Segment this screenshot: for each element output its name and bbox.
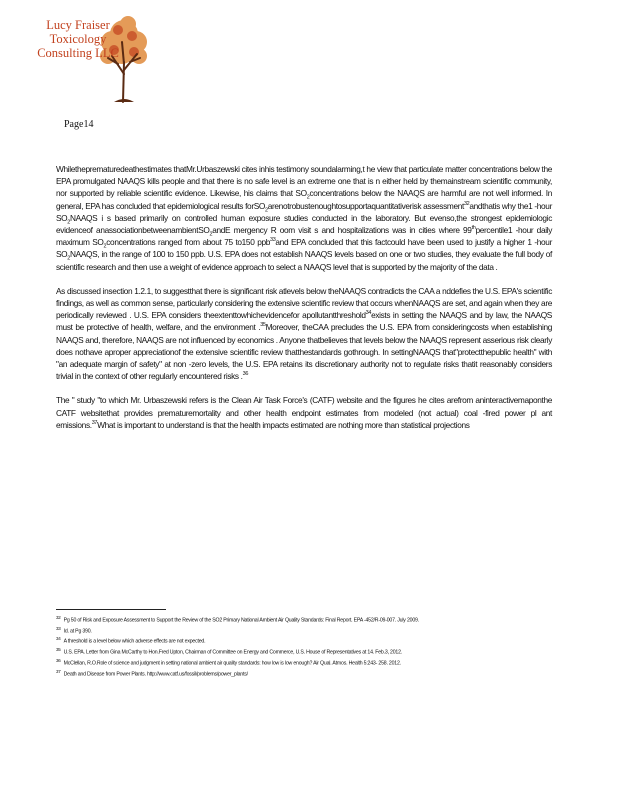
page-number: Page14 bbox=[64, 119, 94, 130]
text-run: As discussed insection 1.2.1, to suggestthat there is significant risk atlevels below theNAAQS contradicts the CAA a nddefies the U.S. EPA's scientific findings, as well as common sense, particularly considering the extensive scientific review that occurs whenNAAQS are set, and again when they are periodically reviewed . U.S. EPA considers theextenttowhichevidencefor apollutantthreshold bbox=[56, 285, 552, 321]
text-run: Whiletheprematuredeathestimates thatMr.Urbaszewski cites inhis testimony soundalarming,t he view that particulate matter concentrations below the EPA promulgated NAAQS kills people and that there is no safe level is an extreme one that is n either held by themainstream scientific community, nor supported by reliable scientific evidence. Likewise, his claims that SO bbox=[56, 164, 552, 199]
footnote-number: 35 bbox=[56, 647, 61, 653]
footnote-ref: 34 bbox=[365, 310, 372, 317]
logo-line-1: Lucy Fraiser bbox=[46, 18, 110, 32]
paragraph-3 bbox=[56, 394, 552, 431]
paragraph-1 bbox=[56, 163, 552, 273]
subscript: 2 bbox=[209, 231, 213, 238]
paragraph-2 bbox=[56, 285, 552, 383]
text-run: andE mergency R oom visit s and hospitalizations was in cities where 99 bbox=[212, 225, 472, 236]
text-run: andthatis why the1 -hour SO bbox=[56, 200, 552, 223]
footnote bbox=[56, 657, 552, 668]
footnote-ref: 37 bbox=[91, 420, 98, 427]
logo-line-2: Toxicology bbox=[49, 32, 107, 46]
footnote-number: 36 bbox=[56, 657, 61, 663]
logo-wordmark bbox=[30, 18, 126, 60]
text-run: The " study "to which Mr. Urbaszewski refers is the Clean Air Task Force's (CATF) website and the figures he cites arefrom aninteractivemaponthe CATF websitethat provides prematuremortality and other health endpoint estimates from modeled (not actual) coal -fired power pl ant emissions. bbox=[56, 395, 552, 430]
superscript: th bbox=[471, 225, 476, 232]
text-run: exists in setting the NAAQS and by law, the NAAQS must be protective of health, welfare, and the environment . bbox=[56, 310, 552, 333]
footnote-ref: 36 bbox=[242, 371, 249, 378]
text-run: What is important to understand is that the health impacts estimated are nothing more than statistical projections bbox=[97, 419, 470, 430]
subscript: 2 bbox=[306, 195, 310, 202]
subscript: 2 bbox=[67, 219, 71, 226]
text-run: concentrations ranged from about 75 to150 ppb bbox=[106, 237, 270, 248]
subscript: 2 bbox=[103, 243, 107, 250]
text-run: NAAQS, in the range of 100 to 150 ppb. U.S. EPA does not establish NAAQS levels based on one or two studies, they evaluate the full body of scientific research and then use a weight of evidence approach to select a NAAQS level that is supported by the majority of the data . bbox=[56, 249, 552, 272]
subscript: 2 bbox=[67, 256, 71, 263]
footnote-number: 32 bbox=[56, 615, 61, 620]
text-run: NAAQS i s based primarily on controlled human exposure studies conducted in the laboratory. But evenso,the strongest epidemiologic evidenceof anassociationbetweenambientSO bbox=[56, 212, 552, 236]
footnote-ref: 35 bbox=[260, 322, 266, 329]
footnote-text: A threshold is a level below which adverse effects are not expected. bbox=[63, 639, 206, 646]
text-run: arenotrobustenoughtosupportaquantitativerisk assessment bbox=[267, 200, 464, 211]
footnote[interactable] bbox=[56, 668, 552, 679]
footnotes bbox=[56, 614, 552, 678]
footnote bbox=[56, 635, 552, 646]
text-run: Moreover, theCAA precludes the U.S. EPA from consideringcosts when establishing NAAQS and, therefore, NAAQS are not influenced by economics . Anyone thatbelieves that levels below the NAAQS represent asserious risk clearly does nothave aproper appreciationof the extensive scientific review thatthestandards gothrough. In settingNAAQS that"protectthepublic health" with "an adequate margin of safety" at non -zero levels, the U.S. EPA retains its discretionary authority not to regulate risks thatit reasonably considers trivial in the context of other regularly encountered risks . bbox=[56, 322, 552, 382]
footnote-text: McClellan, R.O.Role of science and judgment in setting national ambient air quality standards: how low is low enough? Air Qual. Atmos. Health 5:243- 258. 2012. bbox=[63, 660, 401, 667]
footnote-ref: 33 bbox=[270, 237, 276, 244]
footnote-number: 33 bbox=[56, 625, 61, 631]
text-run: concentrations below the NAAQS are harmful are not well informed. In general, EPA has concluded that epidemiological results forSO bbox=[56, 188, 552, 211]
footnote-text: U.S. EPA. Letter from Gina McCarthy to Hon.Fred Upton, Chairman of Committee on Energy and Commerce, U.S. House of Representatives at 14. Feb.3, 2012. bbox=[63, 649, 402, 656]
footnote-text: Id. at Pg 390. bbox=[63, 628, 92, 635]
footnote-number: 34 bbox=[56, 636, 61, 642]
footnote bbox=[56, 646, 552, 657]
footnote bbox=[56, 614, 552, 625]
footnote-number: 37 bbox=[56, 668, 61, 674]
body-text bbox=[56, 163, 552, 431]
company-logo bbox=[24, 10, 154, 102]
footnote-text: Pg 50 of Risk and Exposure Assessment to Support the Review of the SO2 Primary National Ambient Air Quality Standards: Final Report. EPA -452/R-09-007. July 2009. bbox=[63, 617, 419, 624]
footnote-ref: 32 bbox=[463, 200, 470, 207]
footnote-separator bbox=[56, 609, 166, 610]
text-run: percentile1 -hour daily maximum SO bbox=[56, 225, 552, 248]
subscript: 2 bbox=[265, 207, 268, 214]
footnote bbox=[56, 625, 552, 636]
logo-line-3: Consulting LLC bbox=[37, 46, 119, 60]
text-run: and EPA concluded that this factcould have been used to justify a higher 1 -hour SO bbox=[56, 237, 552, 260]
footnote-link[interactable]: Death and Disease from Power Plants. http://www.catf.us/fossil/problems/power_plants/ bbox=[63, 671, 248, 678]
